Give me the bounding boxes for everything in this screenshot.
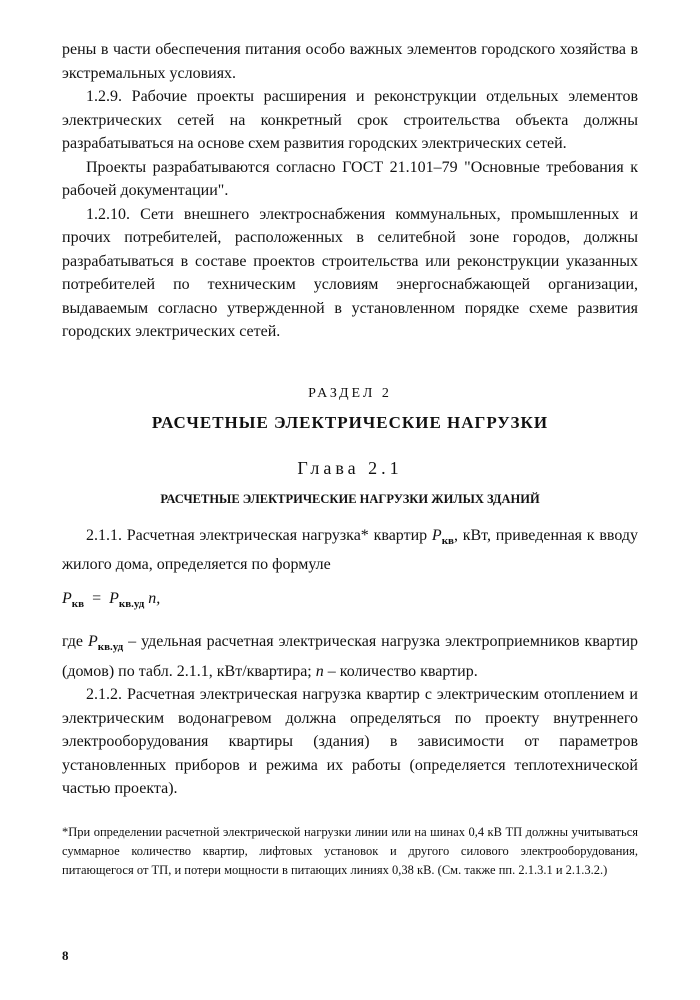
document-page (62, 38, 638, 892)
formula-equals: = (92, 589, 102, 607)
where-symbol: P (87, 632, 98, 650)
symbol-p-kv-subscript: кв (441, 534, 454, 547)
formula (62, 585, 638, 618)
where-symbol-subscript: кв.уд (97, 641, 124, 654)
page-number: 8 (62, 948, 69, 963)
paragraph-2-1-1 (62, 524, 638, 577)
section-title: РАСЧЕТНЫЕ ЭЛЕКТРИЧЕСКИЕ НАГРУЗКИ (151, 412, 549, 432)
paragraph-continuation: рены в части обеспечения питания особо важных элементов городского хозяйства в экстремальных условиях. (62, 41, 638, 82)
chapter-label: Глава 2.1 (297, 457, 403, 478)
formula-rhs-subscript: кв.уд (118, 597, 145, 610)
where-text-a: – удельная расчетная электрическая нагрузка электроприемников квартир (домов) по табл. 2.1.1, кВт/квартира; (62, 632, 639, 680)
clause-2-1-1-text-tail: , кВт, приведенная к вводу жилого дома, определяется по формуле (62, 526, 639, 574)
section-label: РАЗДЕЛ 2 (308, 385, 392, 401)
paragraph-gost: Проекты разрабатываются согласно ГОСТ 21.101–79 "Основные требования к рабочей документации". (62, 158, 638, 199)
formula-factor: n, (148, 589, 161, 607)
paragraph-1-2-9: 1.2.9. Рабочие проекты расширения и реконструкции отдельных элементов электрических сетей на конкретный срок строительства объекта должны разрабатываться на основе схем развития городских электрических сетей. (62, 88, 638, 152)
paragraph-2-1-2: 2.1.2. Расчетная электрическая нагрузка квартир с электрическим отоплением и электрическим водонагревом должна определяться по проекту внутреннего электрооборудования квартиры (здания) в зависимости от параметров установленных приборов и режима их работы (определяется теплотехнической частью проекта). (62, 686, 638, 798)
chapter-title: РАСЧЕТНЫЕ ЭЛЕКТРИЧЕСКИЕ НАГРУЗКИ ЖИЛЫХ ЗДАНИЙ (160, 491, 540, 506)
formula-lhs-subscript: кв (71, 597, 85, 610)
formula-rhs: P (109, 589, 119, 607)
where-n-symbol: n (315, 662, 324, 680)
paragraph-1-2-10: 1.2.10. Сети внешнего электроснабжения коммунальных, промышленных и прочих потребителей, расположенных в селитебной зоне городов, должны разрабатываться в составе проектов строительства или реконструкции указанных потребителей по техническим условиям энергоснабжающей организации, выдаваемым согласно утвержденной в установленном порядке схеме развития городских электрических сетей. (62, 205, 638, 340)
clause-2-1-1-text: 2.1.1. Расчетная электрическая нагрузка* квартир (86, 526, 428, 544)
formula-lhs: P (62, 589, 72, 607)
where-text-b: – количество квартир. (323, 662, 478, 680)
symbol-p-kv: P (431, 526, 442, 544)
footnote: *При определении расчетной электрической нагрузки линии или на шинах 0,4 кВ ТП должны учитываться суммарное количество квартир, лифтовых установок и другого силового электрооборудования, питающегося от ТП, и потери мощности в питающих линиях 0,38 кВ. (См. также пп. 2.1.3.1 и 2.1.3.2.) (62, 824, 638, 877)
paragraph-where (62, 630, 638, 683)
where-prefix: где (62, 632, 84, 650)
